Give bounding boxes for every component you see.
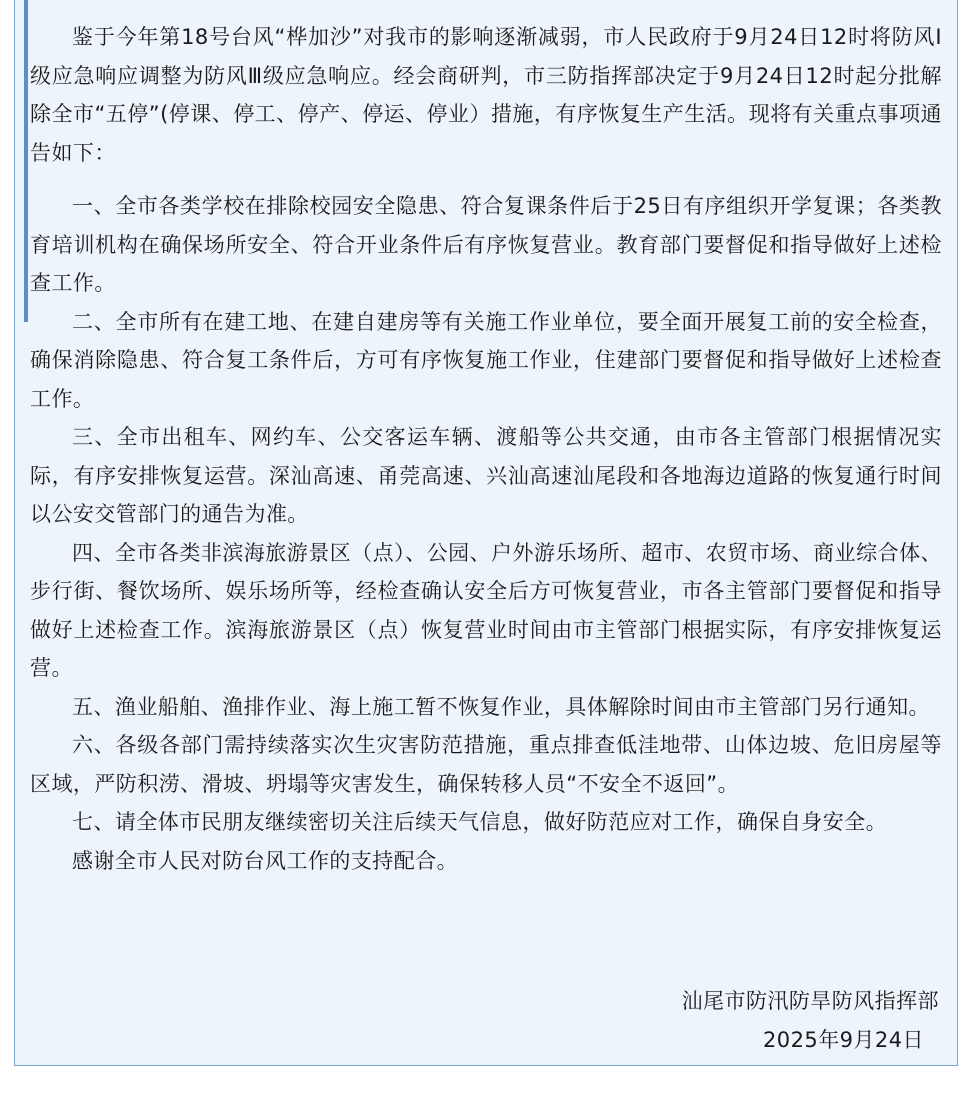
item-4-paragraph: 四、全市各类非滨海旅游景区（点）、公园、户外游乐场所、超市、农贸市场、商业综合体、步行街、餐饮场所、娱乐场所等，经检查确认安全后方可恢复营业，市各主管部门要督促和指导做好上述检查工作。滨海旅游景区（点）恢复营业时间由市主管部门根据实际，有序安排恢复运营。 xyxy=(30,540,942,680)
item-5-paragraph: 五、渔业船舶、渔排作业、海上施工暂不恢复作业，具体解除时间由市主管部门另行通知。 xyxy=(72,694,930,719)
thanks-paragraph: 感谢全市人民对防台风工作的支持配合。 xyxy=(72,848,459,873)
intro-paragraph: 鉴于今年第18号台风“桦加沙”对我市的影响逐渐减弱，市人民政府于9月24日12时将防风I级应急响应调整为防风Ⅲ级应急响应。经会商研判，市三防指挥部决定于9月24日12时起分批解除全市“五停”(停课、停工、停产、停运、停业）措施，有序恢复生产生活。现将有关重点事项通告如下： xyxy=(30,25,942,165)
issue-date: 2025年9月24日 xyxy=(762,1027,924,1052)
item-6-paragraph: 六、各级各部门需持续落实次生灾害防范措施，重点排查低洼地带、山体边坡、危旧房屋等区域，严防积涝、滑坡、坍塌等灾害发生，确保转移人员“不安全不返回”。 xyxy=(30,733,942,796)
issuer-name: 汕尾市防汛防旱防风指挥部 xyxy=(681,989,939,1013)
item-7-paragraph: 七、请全体市民朋友继续密切关注后续天气信息，做好防范应对工作，确保自身安全。 xyxy=(72,810,888,834)
signature-block xyxy=(682,982,939,1059)
item-2-paragraph: 二、全市所有在建工地、在建自建房等有关施工作业单位，要全面开展复工前的安全检查，确保消除隐患、符合复工条件后，方可有序恢复施工作业，住建部门要督促和指导做好上述检查工作。 xyxy=(30,309,942,411)
notice-panel xyxy=(14,0,958,1066)
notice-body xyxy=(30,18,942,880)
item-1-paragraph: 一、全市各类学校在排除校园安全隐患、符合复课条件后于25日有序组织开学复课；各类教育培训机构在确保场所安全、符合开业条件后有序恢复营业。教育部门要督促和指导做好上述检查工作。 xyxy=(30,194,942,295)
item-3-paragraph: 三、全市出租车、网约车、公交客运车辆、渡船等公共交通，由市各主管部门根据情况实际，有序安排恢复运营。深汕高速、甬莞高速、兴汕高速汕尾段和各地海边道路的恢复通行时间以公安交管部门的通告为准。 xyxy=(30,425,942,526)
accent-bar xyxy=(24,0,28,322)
